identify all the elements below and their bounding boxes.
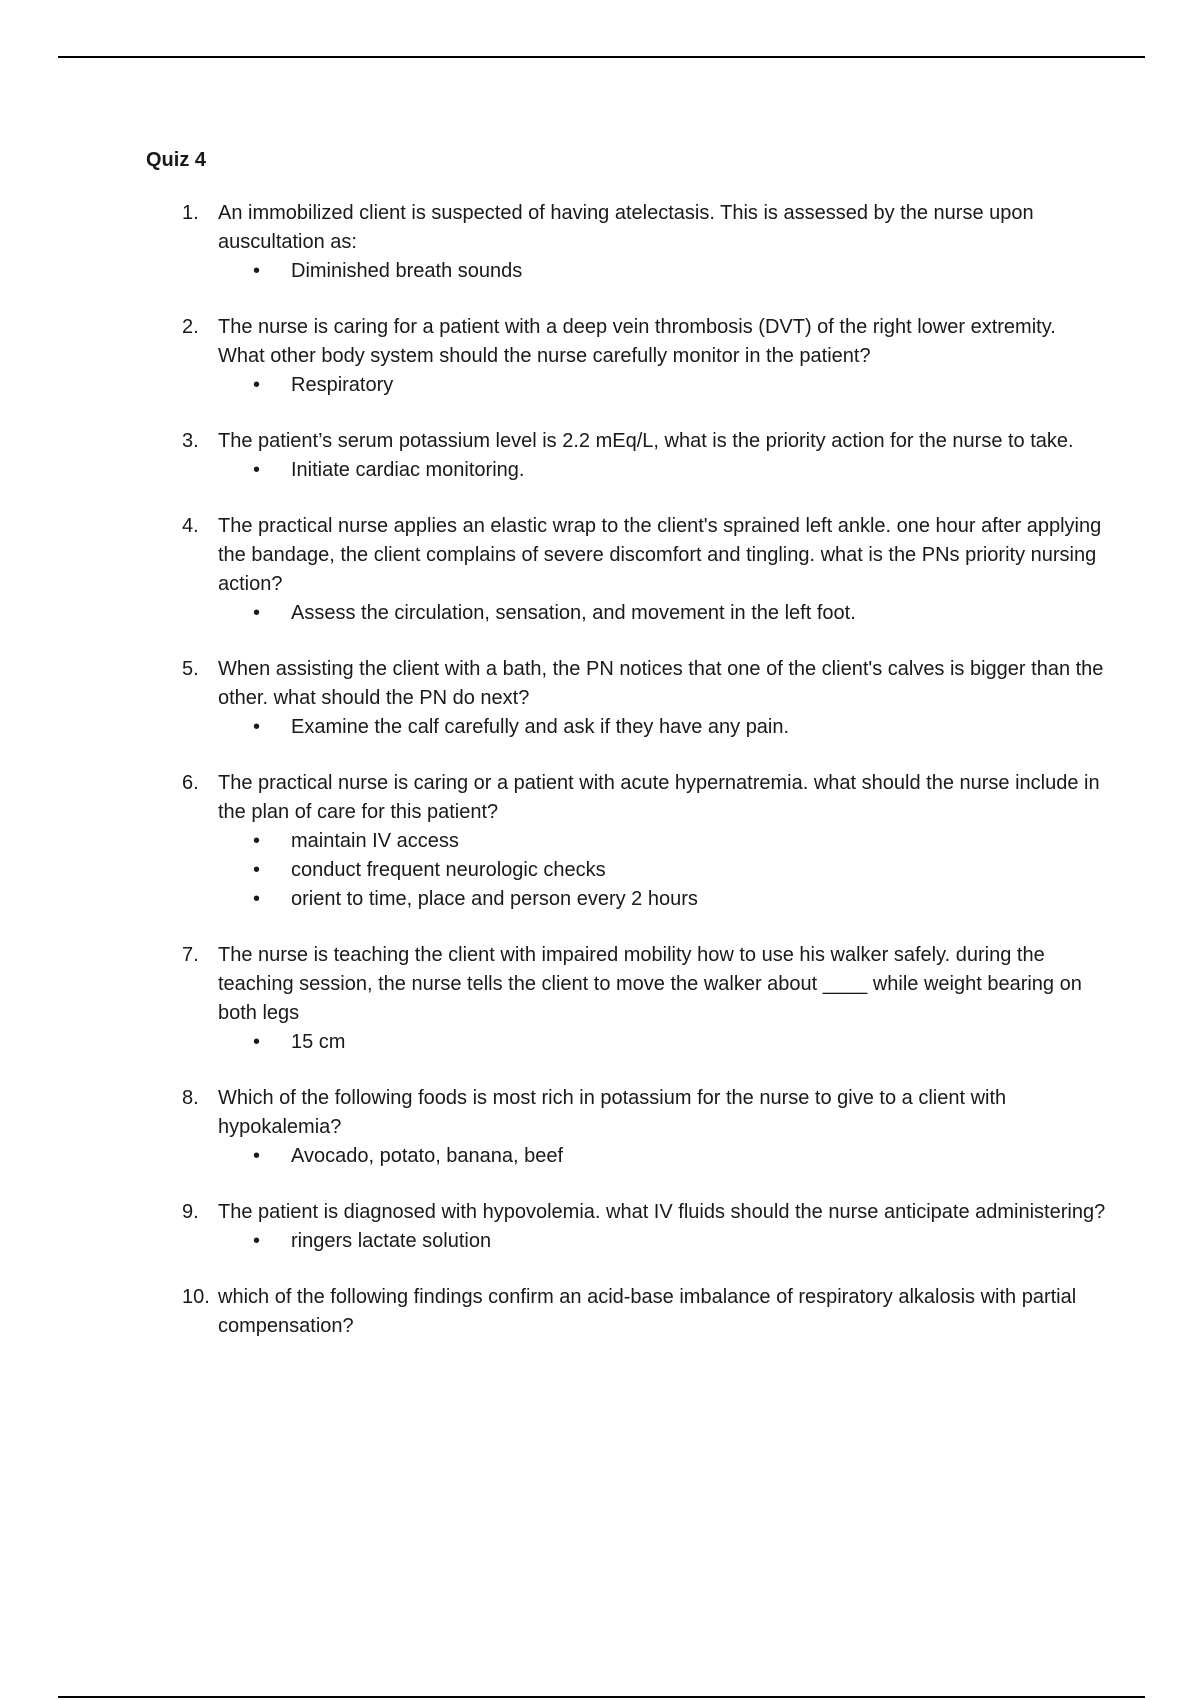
answer-list — [218, 456, 1106, 485]
answer-item — [218, 856, 1106, 885]
answer-list — [218, 599, 1106, 628]
answer-item — [218, 713, 1106, 742]
question-text: An immobilized client is suspected of having atelectasis. This is assessed by the nurse upon auscultation as: — [218, 202, 1034, 253]
question-text: Which of the following foods is most rich in potassium for the nurse to give to a client with hypokalemia? — [218, 1087, 1007, 1138]
question-text: The practical nurse applies an elastic wrap to the client's sprained left ankle. one hour after applying the bandage, the client complains of severe discomfort and tingling. what is the PNs priority nursing action? — [218, 515, 1102, 595]
answer-list — [218, 1142, 1106, 1171]
question-text: The patient’s serum potassium level is 2.2 mEq/L, what is the priority action for the nurse to take. — [218, 430, 1074, 452]
question-item — [146, 941, 1106, 1057]
question-item — [146, 1084, 1106, 1171]
answer-text: 15 cm — [291, 1031, 346, 1053]
answer-item — [218, 1227, 1106, 1256]
question-number: 4. — [182, 515, 199, 537]
answer-text: Diminished breath sounds — [291, 260, 523, 282]
header-rule — [58, 56, 1145, 58]
answer-list — [218, 1028, 1106, 1057]
question-number: 1. — [182, 202, 199, 224]
bullet-icon: • — [253, 602, 261, 624]
question-number: 9. — [182, 1201, 199, 1223]
answer-list — [218, 713, 1106, 742]
answer-item — [218, 1142, 1106, 1171]
question-number: 5. — [182, 658, 199, 680]
question-list — [146, 199, 1106, 1341]
answer-item — [218, 257, 1106, 286]
answer-text: Assess the circulation, sensation, and movement in the left foot. — [291, 602, 856, 624]
answer-list — [218, 827, 1106, 914]
question-text: The practical nurse is caring or a patient with acute hypernatremia. what should the nurse include in the plan of care for this patient? — [218, 772, 1100, 823]
answer-item — [218, 456, 1106, 485]
question-item — [146, 1198, 1106, 1256]
bullet-icon: • — [253, 260, 261, 282]
bullet-icon: • — [253, 1145, 261, 1167]
answer-item — [218, 1028, 1106, 1057]
answer-text: ringers lactate solution — [291, 1230, 492, 1252]
question-text: The patient is diagnosed with hypovolemia. what IV fluids should the nurse anticipate administering? — [218, 1201, 1106, 1223]
answer-text: Initiate cardiac monitoring. — [291, 459, 525, 481]
question-number: 10. — [182, 1286, 210, 1308]
answer-item — [218, 371, 1106, 400]
answer-item — [218, 885, 1106, 914]
bullet-icon: • — [253, 1230, 261, 1252]
bullet-icon: • — [253, 1031, 261, 1053]
bullet-icon: • — [253, 374, 261, 396]
question-item — [146, 199, 1106, 286]
question-item — [146, 655, 1106, 742]
question-item — [146, 512, 1106, 628]
question-number: 6. — [182, 772, 199, 794]
answer-item — [218, 827, 1106, 856]
answer-text: maintain IV access — [291, 830, 459, 852]
answer-text: Examine the calf carefully and ask if they have any pain. — [291, 716, 790, 738]
bullet-icon: • — [253, 859, 261, 881]
answer-text: conduct frequent neurologic checks — [291, 859, 606, 881]
footer-rule — [58, 1696, 1145, 1698]
answer-list — [218, 1227, 1106, 1256]
bullet-icon: • — [253, 830, 261, 852]
bullet-icon: • — [253, 716, 261, 738]
question-text: When assisting the client with a bath, the PN notices that one of the client's calves is bigger than the other. what should the PN do next? — [218, 658, 1104, 709]
question-number: 8. — [182, 1087, 199, 1109]
question-item — [146, 769, 1106, 914]
question-number: 2. — [182, 316, 199, 338]
question-item — [146, 427, 1106, 485]
question-text: which of the following findings confirm an acid-base imbalance of respiratory alkalosis with partial compensation? — [218, 1286, 1077, 1337]
answer-list — [218, 257, 1106, 286]
document-body — [146, 146, 1106, 1368]
bullet-icon: • — [253, 459, 261, 481]
answer-text: Respiratory — [291, 374, 394, 396]
bullet-icon: • — [253, 888, 261, 910]
answer-list — [218, 371, 1106, 400]
page-title: Quiz 4 — [146, 149, 207, 171]
answer-text: Avocado, potato, banana, beef — [291, 1145, 564, 1167]
question-item — [146, 1283, 1106, 1341]
question-item — [146, 313, 1106, 400]
question-text: The nurse is teaching the client with impaired mobility how to use his walker safely. during the teaching session, the nurse tells the client to move the walker about ____ while weight bearing on both legs — [218, 944, 1082, 1024]
answer-item — [218, 599, 1106, 628]
question-number: 7. — [182, 944, 199, 966]
answer-text: orient to time, place and person every 2 hours — [291, 888, 698, 910]
question-number: 3. — [182, 430, 199, 452]
question-text: The nurse is caring for a patient with a deep vein thrombosis (DVT) of the right lower extremity. What other body system should the nurse carefully monitor in the patient? — [218, 316, 1056, 367]
